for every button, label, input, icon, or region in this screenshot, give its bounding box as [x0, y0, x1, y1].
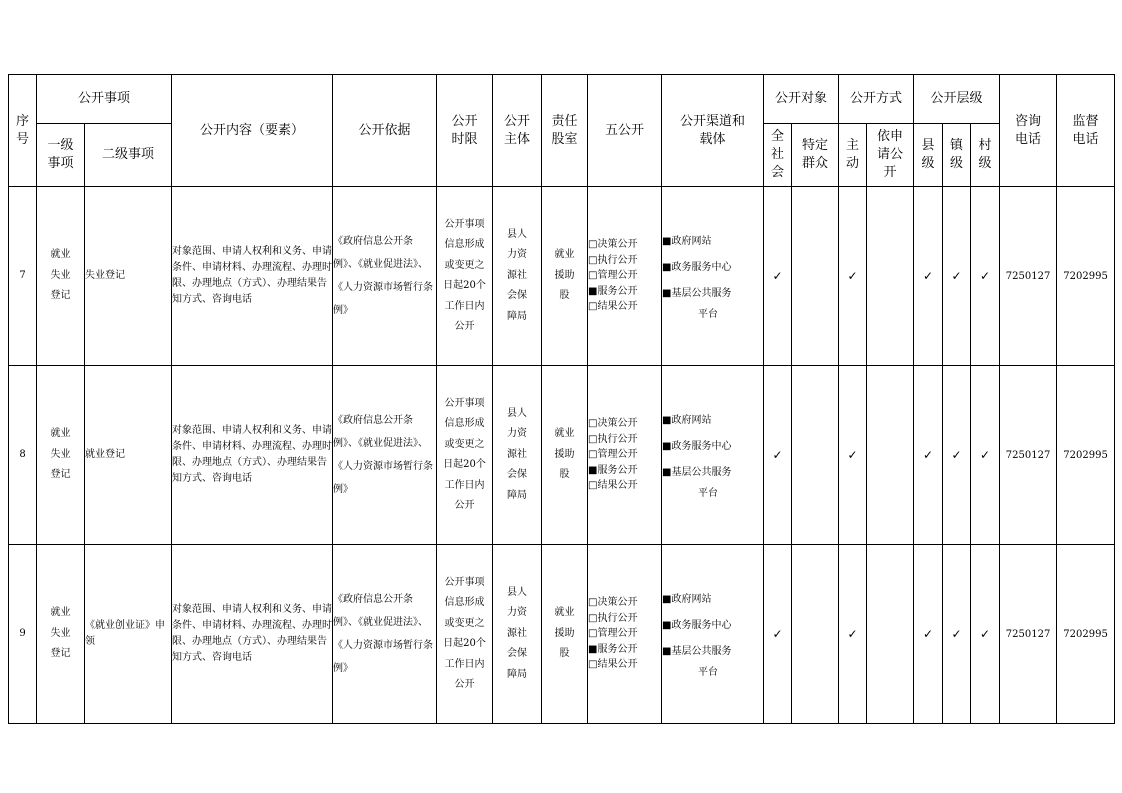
five-public-item: □结果公开 [588, 480, 638, 492]
row-mode-apply [867, 545, 914, 724]
row-mode-active: ✓ [839, 187, 867, 366]
row-supervise-phone: 7202995 [1057, 366, 1115, 545]
five-public-item: □决策公开 [588, 239, 638, 251]
row-level2: 《就业创业证》申领 [85, 545, 172, 724]
five-public-item: □决策公开 [588, 597, 638, 609]
header-time-limit: 公开时限 [437, 75, 493, 187]
table-row [9, 545, 1115, 724]
channel-item: ■政府网站 [662, 236, 712, 247]
row-target-specific [792, 545, 839, 724]
row-target-all: ✓ [764, 545, 792, 724]
row-level-village: ✓ [971, 187, 1000, 366]
channel-item: ■基层公共服务 [662, 288, 732, 299]
row-level-village: ✓ [971, 366, 1000, 545]
row-level1: 就业失业登记 [37, 187, 85, 366]
row-basis: 《政府信息公开条例》、《就业促进法》、《人力资源市场暂行条例》 [333, 545, 437, 724]
row-seq: 8 [9, 366, 37, 545]
header-supervise-phone: 监督电话 [1057, 75, 1115, 187]
five-public-item: ■服务公开 [588, 464, 638, 476]
channel-item: 平台 [698, 667, 719, 678]
header-consult-phone: 咨询电话 [1000, 75, 1057, 187]
row-consult-phone: 7250127 [1000, 187, 1057, 366]
channel-item: ■政务服务中心 [662, 441, 732, 452]
five-public-item: □管理公开 [588, 628, 638, 640]
row-content: 对象范围、申请人权利和义务、申请条件、申请材料、办理流程、办理时限、办理地点（方式）、办理结果告知方式、咨询电话 [172, 545, 333, 724]
row-seq: 7 [9, 187, 37, 366]
header-seq: 序号 [9, 75, 37, 187]
header-level-county: 县级 [914, 124, 943, 187]
row-level1: 就业失业登记 [37, 545, 85, 724]
table-row [9, 366, 1115, 545]
row-level1: 就业失业登记 [37, 366, 85, 545]
header-subject: 公开主体 [493, 75, 542, 187]
row-basis: 《政府信息公开条例》、《就业促进法》、《人力资源市场暂行条例》 [333, 187, 437, 366]
five-public-item: □执行公开 [588, 254, 638, 266]
header-channel: 公开渠道和载体 [662, 75, 764, 187]
row-channel [662, 187, 764, 366]
row-five-public [588, 366, 662, 545]
header-target-all: 全社会 [764, 124, 792, 187]
five-public-item: ■服务公开 [588, 285, 638, 297]
channel-item: ■基层公共服务 [662, 646, 732, 657]
row-content: 对象范围、申请人权利和义务、申请条件、申请材料、办理流程、办理时限、办理地点（方式）、办理结果告知方式、咨询电话 [172, 366, 333, 545]
header-basis: 公开依据 [333, 75, 437, 187]
row-level-county: ✓ [914, 366, 943, 545]
channel-item: ■政务服务中心 [662, 620, 732, 631]
row-channel [662, 366, 764, 545]
row-mode-apply [867, 187, 914, 366]
header-five-public: 五公开 [588, 75, 662, 187]
header-target-specific: 特定群众 [792, 124, 839, 187]
row-target-specific [792, 187, 839, 366]
header-content: 公开内容（要素） [172, 75, 333, 187]
channel-item: 平台 [698, 309, 719, 320]
row-target-all: ✓ [764, 187, 792, 366]
disclosure-table [8, 74, 1115, 724]
row-time-limit: 公开事项信息形成或变更之日起20个工作日内公开 [437, 366, 493, 545]
row-five-public [588, 545, 662, 724]
row-seq: 9 [9, 545, 37, 724]
five-public-item: □结果公开 [588, 659, 638, 671]
header-level: 公开层级 [914, 75, 1000, 124]
row-consult-phone: 7250127 [1000, 545, 1057, 724]
row-content: 对象范围、申请人权利和义务、申请条件、申请材料、办理流程、办理时限、办理地点（方式）、办理结果告知方式、咨询电话 [172, 187, 333, 366]
row-mode-apply [867, 366, 914, 545]
header-mode: 公开方式 [839, 75, 914, 124]
row-level2: 就业登记 [85, 366, 172, 545]
header-level2: 二级事项 [85, 124, 172, 187]
row-mode-active: ✓ [839, 366, 867, 545]
header-public-item: 公开事项 [37, 75, 172, 124]
row-level-town: ✓ [943, 187, 971, 366]
five-public-item: □管理公开 [588, 449, 638, 461]
row-time-limit: 公开事项信息形成或变更之日起20个工作日内公开 [437, 545, 493, 724]
row-target-all: ✓ [764, 366, 792, 545]
row-level-county: ✓ [914, 545, 943, 724]
row-mode-active: ✓ [839, 545, 867, 724]
row-basis: 《政府信息公开条例》、《就业促进法》、《人力资源市场暂行条例》 [333, 366, 437, 545]
row-target-specific [792, 366, 839, 545]
row-level-town: ✓ [943, 366, 971, 545]
channel-item: ■基层公共服务 [662, 467, 732, 478]
row-time-limit: 公开事项信息形成或变更之日起20个工作日内公开 [437, 187, 493, 366]
header-level-town: 镇级 [943, 124, 971, 187]
row-level-town: ✓ [943, 545, 971, 724]
header-mode-apply: 依申请公开 [867, 124, 914, 187]
row-dept: 就业援助股 [542, 545, 588, 724]
header-dept: 责任股室 [542, 75, 588, 187]
table-row [9, 187, 1115, 366]
row-five-public [588, 187, 662, 366]
channel-item: ■政府网站 [662, 594, 712, 605]
five-public-item: □执行公开 [588, 612, 638, 624]
row-dept: 就业援助股 [542, 187, 588, 366]
row-subject: 县人力资源社会保障局 [493, 366, 542, 545]
five-public-item: □执行公开 [588, 433, 638, 445]
row-subject: 县人力资源社会保障局 [493, 545, 542, 724]
row-level-village: ✓ [971, 545, 1000, 724]
header-level-village: 村级 [971, 124, 1000, 187]
header-level1: 一级事项 [37, 124, 85, 187]
header-mode-active: 主动 [839, 124, 867, 187]
row-dept: 就业援助股 [542, 366, 588, 545]
row-channel [662, 545, 764, 724]
channel-item: ■政务服务中心 [662, 262, 732, 273]
header-target: 公开对象 [764, 75, 839, 124]
channel-item: ■政府网站 [662, 415, 712, 426]
row-supervise-phone: 7202995 [1057, 187, 1115, 366]
channel-item: 平台 [698, 488, 719, 499]
row-subject: 县人力资源社会保障局 [493, 187, 542, 366]
five-public-item: ■服务公开 [588, 643, 638, 655]
five-public-item: □管理公开 [588, 270, 638, 282]
row-level-county: ✓ [914, 187, 943, 366]
row-supervise-phone: 7202995 [1057, 545, 1115, 724]
five-public-item: □决策公开 [588, 418, 638, 430]
row-level2: 失业登记 [85, 187, 172, 366]
row-consult-phone: 7250127 [1000, 366, 1057, 545]
five-public-item: □结果公开 [588, 301, 638, 313]
